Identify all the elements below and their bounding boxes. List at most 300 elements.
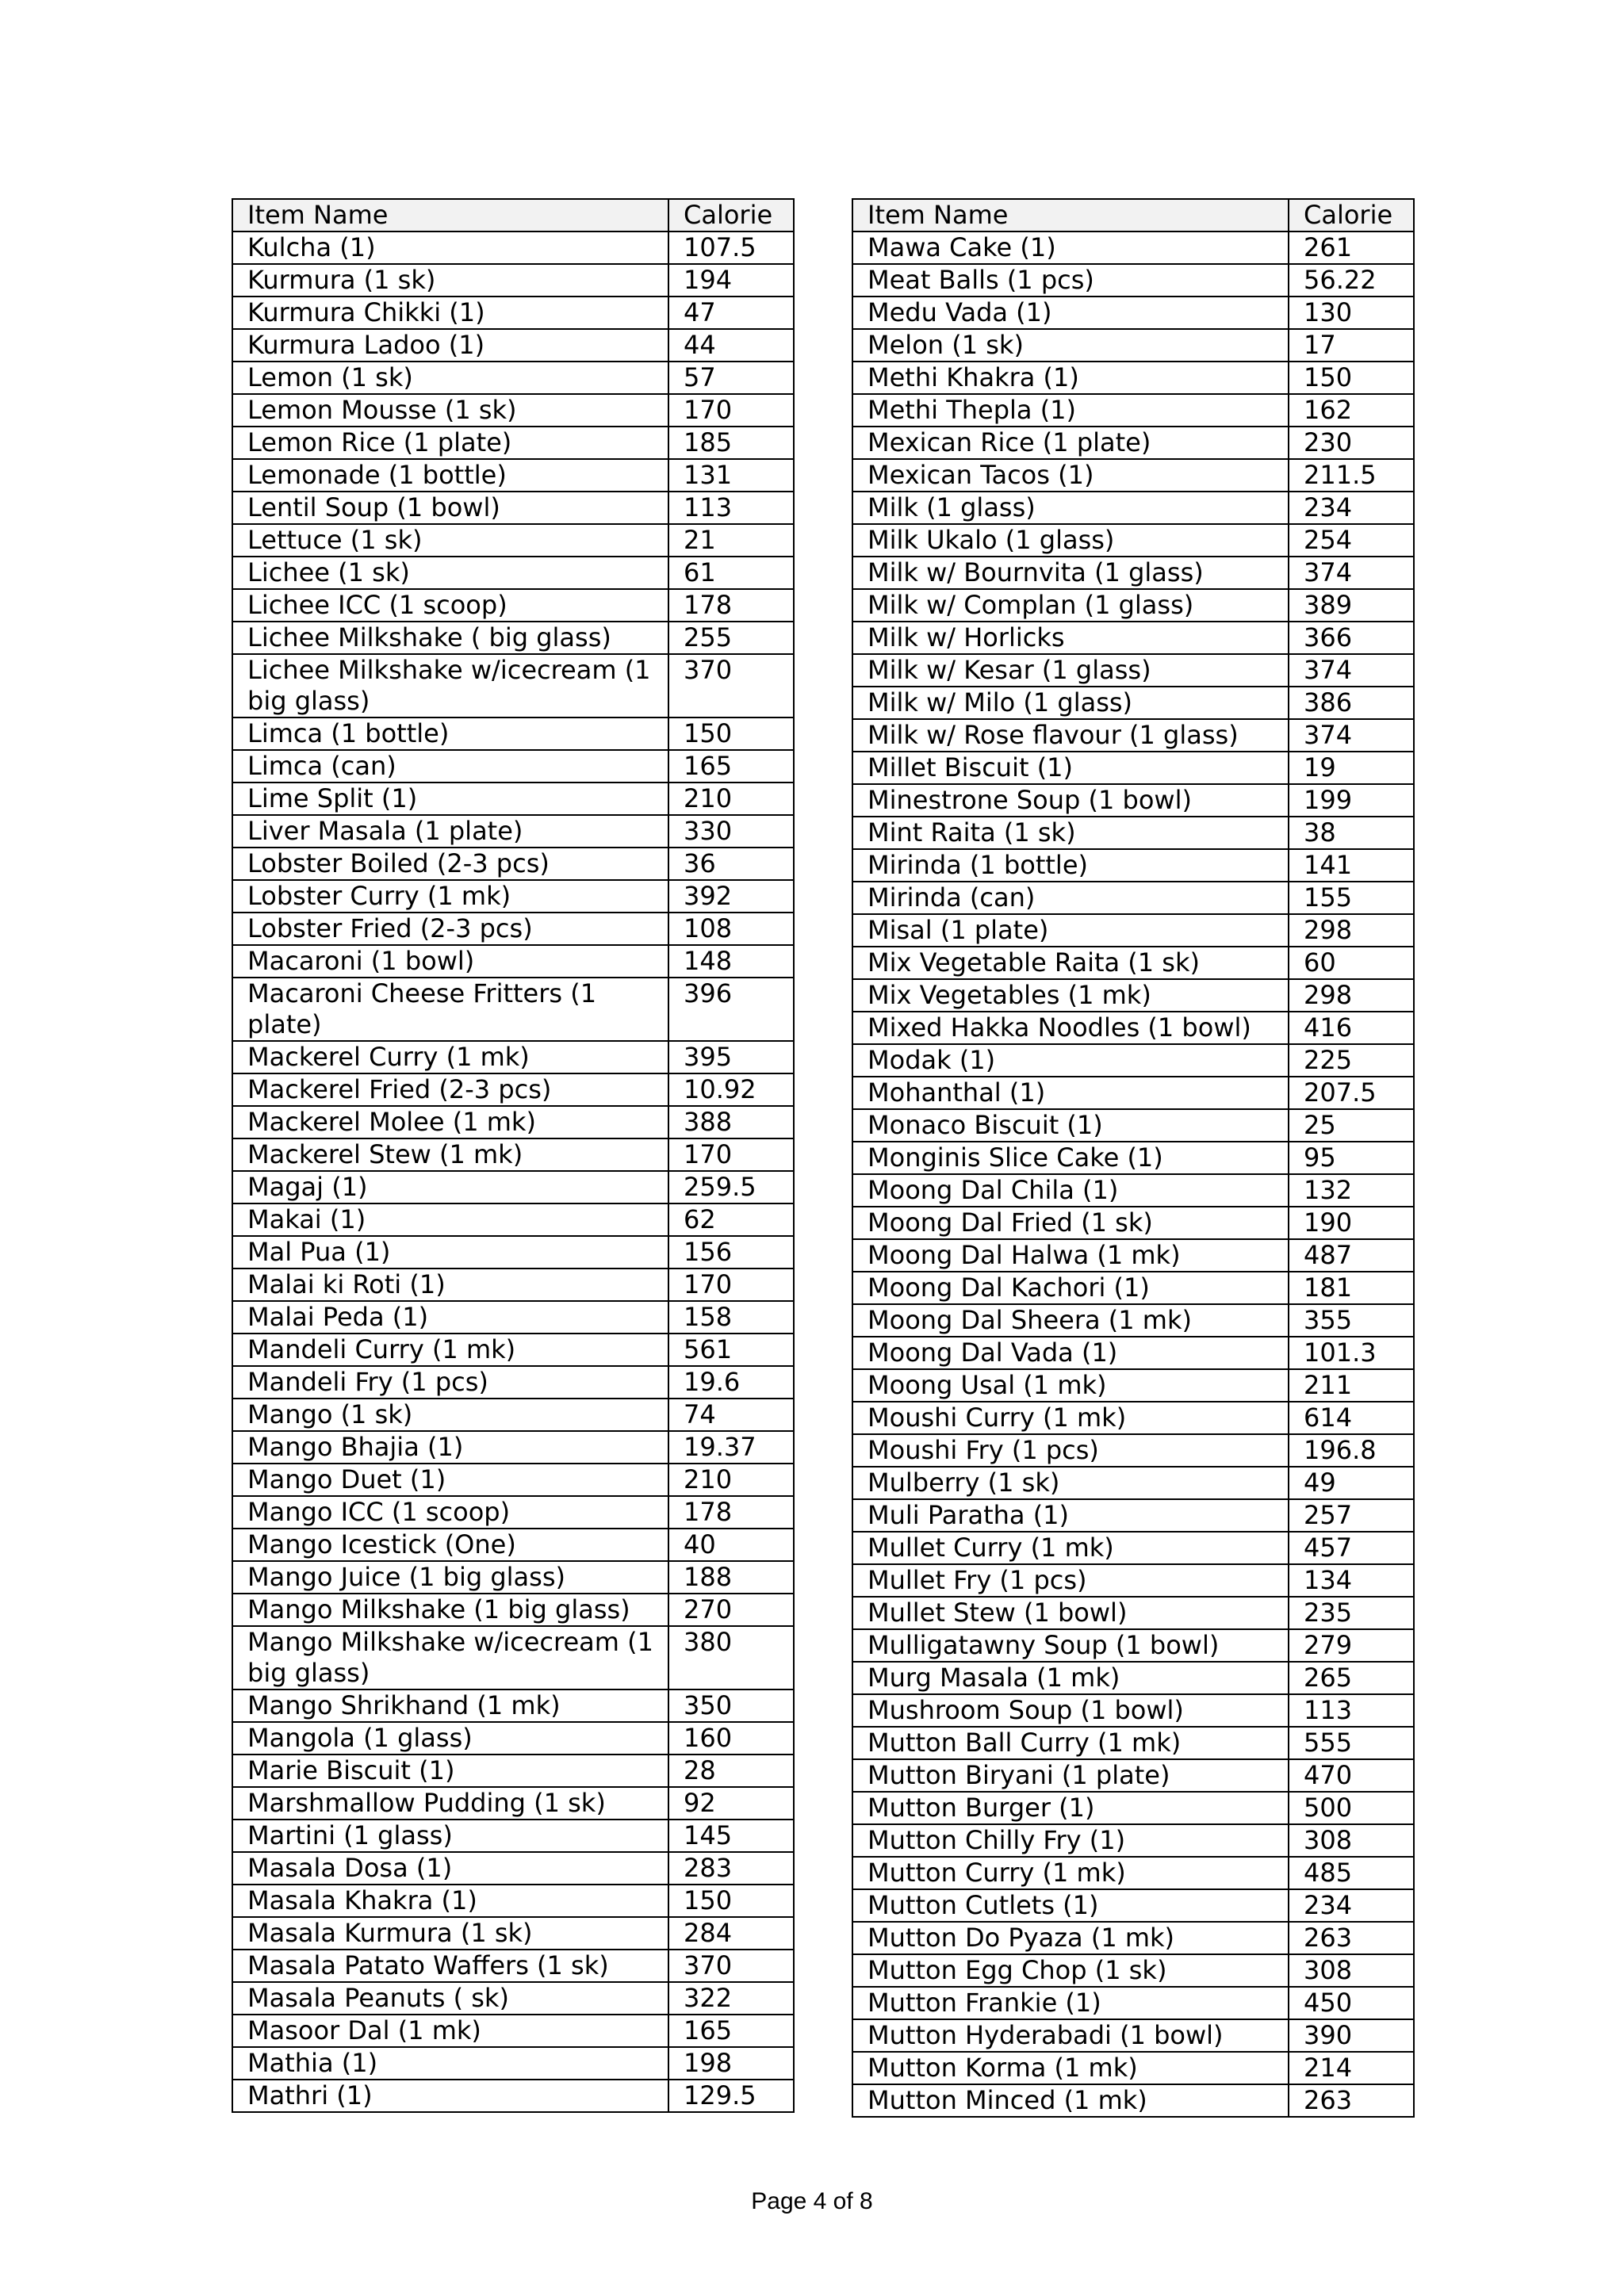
calorie-cell: 131 xyxy=(668,459,794,492)
table-row xyxy=(232,459,794,492)
item-name-cell: Medu Vada (1) xyxy=(852,297,1289,329)
calorie-cell: 485 xyxy=(1289,1857,1414,1889)
calorie-cell: 374 xyxy=(1289,557,1414,589)
calorie-cell: 113 xyxy=(668,492,794,524)
table-row xyxy=(852,1174,1414,1207)
calorie-cell: 330 xyxy=(668,815,794,848)
calorie-cell: 355 xyxy=(1289,1304,1414,1337)
table-row xyxy=(852,719,1414,752)
calorie-cell: 21 xyxy=(668,524,794,557)
item-name-cell: Martini (1 glass) xyxy=(232,1820,668,1852)
table-row xyxy=(232,1041,794,1073)
table-row xyxy=(232,329,794,362)
item-name-cell: Masala Patato Waffers (1 sk) xyxy=(232,1950,668,1982)
item-name-cell: Milk w/ Kesar (1 glass) xyxy=(852,654,1289,687)
item-name-cell: Masala Peanuts ( sk) xyxy=(232,1982,668,2015)
table-row xyxy=(852,1597,1414,1629)
calorie-table-left xyxy=(232,198,795,2113)
calorie-cell: 190 xyxy=(1289,1207,1414,1239)
item-name-cell: Milk w/ Rose flavour (1 glass) xyxy=(852,719,1289,752)
calorie-cell: 298 xyxy=(1289,914,1414,947)
table-row xyxy=(232,1106,794,1138)
table-row xyxy=(232,1171,794,1203)
calorie-cell: 457 xyxy=(1289,1532,1414,1564)
calorie-cell: 396 xyxy=(668,978,794,1041)
item-name-cell: Mango Bhajia (1) xyxy=(232,1431,668,1464)
table-row xyxy=(852,1759,1414,1792)
table-row xyxy=(232,750,794,783)
calorie-cell: 388 xyxy=(668,1106,794,1138)
calorie-cell: 145 xyxy=(668,1820,794,1852)
calorie-cell: 259.5 xyxy=(668,1171,794,1203)
calorie-cell: 141 xyxy=(1289,849,1414,882)
table-row xyxy=(852,1239,1414,1272)
calorie-cell: 44 xyxy=(668,329,794,362)
calorie-cell: 270 xyxy=(668,1594,794,1626)
calorie-cell: 28 xyxy=(668,1755,794,1787)
item-name-cell: Masoor Dal (1 mk) xyxy=(232,2015,668,2047)
calorie-cell: 350 xyxy=(668,1689,794,1722)
calorie-cell: 561 xyxy=(668,1334,794,1366)
table-row xyxy=(232,2080,794,2112)
item-name-cell: Mirinda (can) xyxy=(852,882,1289,914)
table-row xyxy=(232,589,794,622)
item-name-cell: Methi Khakra (1) xyxy=(852,362,1289,394)
table-body xyxy=(852,232,1414,2117)
calorie-cell: 207.5 xyxy=(1289,1077,1414,1109)
calorie-cell: 380 xyxy=(668,1626,794,1689)
item-name-cell: Moong Dal Vada (1) xyxy=(852,1337,1289,1369)
table-row xyxy=(232,1366,794,1399)
table-row xyxy=(852,362,1414,394)
item-name-cell: Millet Biscuit (1) xyxy=(852,752,1289,784)
calorie-cell: 150 xyxy=(1289,362,1414,394)
calorie-cell: 214 xyxy=(1289,2052,1414,2084)
table-row xyxy=(852,654,1414,687)
table-row xyxy=(852,1889,1414,1922)
item-name-cell: Mutton Ball Curry (1 mk) xyxy=(852,1727,1289,1759)
table-row xyxy=(852,1077,1414,1109)
table-row xyxy=(852,1922,1414,1954)
calorie-cell: 17 xyxy=(1289,329,1414,362)
table-row xyxy=(852,1857,1414,1889)
item-name-cell: Mutton Cutlets (1) xyxy=(852,1889,1289,1922)
item-name-cell: Mango Duet (1) xyxy=(232,1464,668,1496)
table-row xyxy=(852,589,1414,622)
table-header-row xyxy=(852,199,1414,232)
table-row xyxy=(852,1272,1414,1304)
table-row xyxy=(852,1402,1414,1434)
table-row xyxy=(232,1820,794,1852)
item-name-cell: Muli Paratha (1) xyxy=(852,1499,1289,1532)
item-name-cell: Moushi Curry (1 mk) xyxy=(852,1402,1289,1434)
item-name-cell: Mutton Hyderabadi (1 bowl) xyxy=(852,2019,1289,2052)
item-name-cell: Moong Dal Kachori (1) xyxy=(852,1272,1289,1304)
table-row xyxy=(852,459,1414,492)
table-row xyxy=(852,2084,1414,2117)
item-name-cell: Mexican Rice (1 plate) xyxy=(852,427,1289,459)
table-row xyxy=(232,1399,794,1431)
item-name-cell: Moong Usal (1 mk) xyxy=(852,1369,1289,1402)
table-row xyxy=(232,1561,794,1594)
table-row xyxy=(852,849,1414,882)
calorie-cell: 36 xyxy=(668,848,794,880)
table-row xyxy=(852,882,1414,914)
calorie-cell: 165 xyxy=(668,2015,794,2047)
item-name-cell: Masala Kurmura (1 sk) xyxy=(232,1917,668,1950)
calorie-cell: 279 xyxy=(1289,1629,1414,1662)
calorie-cell: 234 xyxy=(1289,1889,1414,1922)
item-name-cell: Macaroni Cheese Fritters (1 plate) xyxy=(232,978,668,1041)
calorie-cell: 19.6 xyxy=(668,1366,794,1399)
calorie-cell: 308 xyxy=(1289,1954,1414,1987)
calorie-cell: 61 xyxy=(668,557,794,589)
table-row xyxy=(852,329,1414,362)
item-name-cell: Mango (1 sk) xyxy=(232,1399,668,1431)
table-row xyxy=(232,654,794,718)
item-name-cell: Mawa Cake (1) xyxy=(852,232,1289,264)
calorie-cell: 185 xyxy=(668,427,794,459)
item-name-cell: Lichee ICC (1 scoop) xyxy=(232,589,668,622)
table-row xyxy=(852,524,1414,557)
item-name-cell: Mutton Biryani (1 plate) xyxy=(852,1759,1289,1792)
table-row xyxy=(232,1203,794,1236)
calorie-cell: 47 xyxy=(668,297,794,329)
item-name-cell: Marshmallow Pudding (1 sk) xyxy=(232,1787,668,1820)
page-number: Page 4 of 8 xyxy=(751,2188,873,2214)
table-row xyxy=(232,1138,794,1171)
table-row xyxy=(852,1824,1414,1857)
calorie-cell: 129.5 xyxy=(668,2080,794,2112)
table-row xyxy=(232,1982,794,2015)
table-row xyxy=(852,1694,1414,1727)
calorie-cell: 257 xyxy=(1289,1499,1414,1532)
calorie-cell: 130 xyxy=(1289,297,1414,329)
calorie-cell: 555 xyxy=(1289,1727,1414,1759)
calorie-cell: 181 xyxy=(1289,1272,1414,1304)
table-row xyxy=(852,1954,1414,1987)
calorie-cell: 170 xyxy=(668,1269,794,1301)
column-header-calorie: Calorie xyxy=(1289,199,1414,232)
item-name-cell: Liver Masala (1 plate) xyxy=(232,815,668,848)
item-name-cell: Mutton Minced (1 mk) xyxy=(852,2084,1289,2117)
table-row xyxy=(852,947,1414,979)
table-row xyxy=(852,394,1414,427)
table-row xyxy=(852,492,1414,524)
item-name-cell: Murg Masala (1 mk) xyxy=(852,1662,1289,1694)
calorie-cell: 211 xyxy=(1289,1369,1414,1402)
calorie-cell: 235 xyxy=(1289,1597,1414,1629)
table-row xyxy=(852,1109,1414,1142)
item-name-cell: Lemon Mousse (1 sk) xyxy=(232,394,668,427)
item-name-cell: Mulberry (1 sk) xyxy=(852,1467,1289,1499)
calorie-cell: 366 xyxy=(1289,622,1414,654)
calorie-cell: 225 xyxy=(1289,1044,1414,1077)
item-name-cell: Limca (1 bottle) xyxy=(232,718,668,750)
table-row xyxy=(852,1987,1414,2019)
calorie-cell: 158 xyxy=(668,1301,794,1334)
calorie-cell: 370 xyxy=(668,654,794,718)
item-name-cell: Mix Vegetable Raita (1 sk) xyxy=(852,947,1289,979)
item-name-cell: Mohanthal (1) xyxy=(852,1077,1289,1109)
calorie-cell: 374 xyxy=(1289,654,1414,687)
item-name-cell: Mathia (1) xyxy=(232,2047,668,2080)
calorie-cell: 395 xyxy=(668,1041,794,1073)
item-name-cell: Lichee Milkshake w/icecream (1 big glass) xyxy=(232,654,668,718)
item-name-cell: Lichee (1 sk) xyxy=(232,557,668,589)
calorie-cell: 38 xyxy=(1289,817,1414,849)
item-name-cell: Moong Dal Halwa (1 mk) xyxy=(852,1239,1289,1272)
item-name-cell: Mango Icestick (One) xyxy=(232,1529,668,1561)
calorie-cell: 19.37 xyxy=(668,1431,794,1464)
column-header-item-name: Item Name xyxy=(232,199,668,232)
table-row xyxy=(232,718,794,750)
table-header-row xyxy=(232,199,794,232)
item-name-cell: Milk w/ Bournvita (1 glass) xyxy=(852,557,1289,589)
table-row xyxy=(232,492,794,524)
table-row xyxy=(852,622,1414,654)
item-name-cell: Lichee Milkshake ( big glass) xyxy=(232,622,668,654)
item-name-cell: Malai ki Roti (1) xyxy=(232,1269,668,1301)
calorie-cell: 160 xyxy=(668,1722,794,1755)
table-row xyxy=(232,1755,794,1787)
table-row xyxy=(852,979,1414,1012)
item-name-cell: Lemon Rice (1 plate) xyxy=(232,427,668,459)
calorie-cell: 162 xyxy=(1289,394,1414,427)
item-name-cell: Kurmura Chikki (1) xyxy=(232,297,668,329)
table-row xyxy=(232,524,794,557)
item-name-cell: Mirinda (1 bottle) xyxy=(852,849,1289,882)
item-name-cell: Mutton Curry (1 mk) xyxy=(852,1857,1289,1889)
item-name-cell: Milk w/ Horlicks xyxy=(852,622,1289,654)
item-name-cell: Makai (1) xyxy=(232,1203,668,1236)
calorie-cell: 210 xyxy=(668,783,794,815)
table-row xyxy=(232,622,794,654)
calorie-cell: 284 xyxy=(668,1917,794,1950)
table-row xyxy=(852,557,1414,589)
table-row xyxy=(232,2015,794,2047)
table-row xyxy=(852,1467,1414,1499)
table-row xyxy=(232,1269,794,1301)
item-name-cell: Mullet Stew (1 bowl) xyxy=(852,1597,1289,1629)
calorie-cell: 134 xyxy=(1289,1564,1414,1597)
table-row xyxy=(852,1499,1414,1532)
item-name-cell: Mango Shrikhand (1 mk) xyxy=(232,1689,668,1722)
item-name-cell: Kurmura (1 sk) xyxy=(232,264,668,297)
table-row xyxy=(852,1434,1414,1467)
table-row xyxy=(232,297,794,329)
column-header-item-name: Item Name xyxy=(852,199,1289,232)
calorie-cell: 178 xyxy=(668,589,794,622)
calorie-cell: 390 xyxy=(1289,2019,1414,2052)
item-name-cell: Mackerel Fried (2-3 pcs) xyxy=(232,1073,668,1106)
item-name-cell: Magaj (1) xyxy=(232,1171,668,1203)
table-row xyxy=(232,1594,794,1626)
table-row xyxy=(852,1792,1414,1824)
column-header-calorie: Calorie xyxy=(668,199,794,232)
table-row xyxy=(852,427,1414,459)
item-name-cell: Lemon (1 sk) xyxy=(232,362,668,394)
item-name-cell: Lime Split (1) xyxy=(232,783,668,815)
table-row xyxy=(232,1464,794,1496)
table-row xyxy=(232,1236,794,1269)
calorie-cell: 148 xyxy=(668,945,794,978)
item-name-cell: Misal (1 plate) xyxy=(852,914,1289,947)
calorie-cell: 113 xyxy=(1289,1694,1414,1727)
table-row xyxy=(852,1304,1414,1337)
calorie-cell: 170 xyxy=(668,394,794,427)
calorie-cell: 165 xyxy=(668,750,794,783)
item-name-cell: Monginis Slice Cake (1) xyxy=(852,1142,1289,1174)
item-name-cell: Mangola (1 glass) xyxy=(232,1722,668,1755)
calorie-cell: 10.92 xyxy=(668,1073,794,1106)
item-name-cell: Mix Vegetables (1 mk) xyxy=(852,979,1289,1012)
table-row xyxy=(232,232,794,264)
item-name-cell: Marie Biscuit (1) xyxy=(232,1755,668,1787)
calorie-cell: 178 xyxy=(668,1496,794,1529)
table-row xyxy=(232,2047,794,2080)
table-row xyxy=(852,1142,1414,1174)
item-name-cell: Mulligatawny Soup (1 bowl) xyxy=(852,1629,1289,1662)
calorie-cell: 386 xyxy=(1289,687,1414,719)
item-name-cell: Mutton Do Pyaza (1 mk) xyxy=(852,1922,1289,1954)
table-row xyxy=(852,752,1414,784)
table-row xyxy=(232,1073,794,1106)
calorie-cell: 62 xyxy=(668,1203,794,1236)
item-name-cell: Milk w/ Complan (1 glass) xyxy=(852,589,1289,622)
table-row xyxy=(232,1950,794,1982)
item-name-cell: Mullet Curry (1 mk) xyxy=(852,1532,1289,1564)
table-row xyxy=(852,1369,1414,1402)
calorie-cell: 308 xyxy=(1289,1824,1414,1857)
item-name-cell: Mandeli Fry (1 pcs) xyxy=(232,1366,668,1399)
table-row xyxy=(232,880,794,913)
calorie-cell: 450 xyxy=(1289,1987,1414,2019)
item-name-cell: Mutton Chilly Fry (1) xyxy=(852,1824,1289,1857)
calorie-cell: 263 xyxy=(1289,1922,1414,1954)
calorie-cell: 40 xyxy=(668,1529,794,1561)
table-row xyxy=(232,1689,794,1722)
calorie-cell: 211.5 xyxy=(1289,459,1414,492)
item-name-cell: Minestrone Soup (1 bowl) xyxy=(852,784,1289,817)
table-row xyxy=(232,1885,794,1917)
calorie-cell: 132 xyxy=(1289,1174,1414,1207)
table-row xyxy=(232,1431,794,1464)
calorie-cell: 74 xyxy=(668,1399,794,1431)
item-name-cell: Methi Thepla (1) xyxy=(852,394,1289,427)
calorie-cell: 155 xyxy=(1289,882,1414,914)
calorie-cell: 19 xyxy=(1289,752,1414,784)
item-name-cell: Macaroni (1 bowl) xyxy=(232,945,668,978)
item-name-cell: Masala Dosa (1) xyxy=(232,1852,668,1885)
table-row xyxy=(852,1727,1414,1759)
calorie-cell: 261 xyxy=(1289,232,1414,264)
item-name-cell: Mackerel Curry (1 mk) xyxy=(232,1041,668,1073)
table-row xyxy=(232,783,794,815)
item-name-cell: Milk (1 glass) xyxy=(852,492,1289,524)
item-name-cell: Mal Pua (1) xyxy=(232,1236,668,1269)
calorie-cell: 283 xyxy=(668,1852,794,1885)
item-name-cell: Mutton Burger (1) xyxy=(852,1792,1289,1824)
calorie-cell: 210 xyxy=(668,1464,794,1496)
item-name-cell: Lobster Fried (2-3 pcs) xyxy=(232,913,668,945)
table-row xyxy=(232,1787,794,1820)
calorie-cell: 92 xyxy=(668,1787,794,1820)
item-name-cell: Masala Khakra (1) xyxy=(232,1885,668,1917)
item-name-cell: Malai Peda (1) xyxy=(232,1301,668,1334)
calorie-cell: 170 xyxy=(668,1138,794,1171)
table-row xyxy=(232,1722,794,1755)
calorie-cell: 230 xyxy=(1289,427,1414,459)
item-name-cell: Lobster Curry (1 mk) xyxy=(232,880,668,913)
calorie-cell: 389 xyxy=(1289,589,1414,622)
table-row xyxy=(852,232,1414,264)
item-name-cell: Mutton Frankie (1) xyxy=(852,1987,1289,2019)
calorie-cell: 156 xyxy=(668,1236,794,1269)
calorie-cell: 234 xyxy=(1289,492,1414,524)
item-name-cell: Mixed Hakka Noodles (1 bowl) xyxy=(852,1012,1289,1044)
table-row xyxy=(232,1334,794,1366)
calorie-cell: 255 xyxy=(668,622,794,654)
table-row xyxy=(232,362,794,394)
item-name-cell: Melon (1 sk) xyxy=(852,329,1289,362)
calorie-cell: 108 xyxy=(668,913,794,945)
item-name-cell: Moong Dal Chila (1) xyxy=(852,1174,1289,1207)
table-row xyxy=(232,978,794,1041)
calorie-cell: 265 xyxy=(1289,1662,1414,1694)
item-name-cell: Mushroom Soup (1 bowl) xyxy=(852,1694,1289,1727)
table-row xyxy=(232,848,794,880)
table-row xyxy=(852,1044,1414,1077)
item-name-cell: Monaco Biscuit (1) xyxy=(852,1109,1289,1142)
table-row xyxy=(852,1012,1414,1044)
table-body xyxy=(232,232,794,2112)
calorie-cell: 254 xyxy=(1289,524,1414,557)
table-row xyxy=(232,1852,794,1885)
table-row xyxy=(232,1529,794,1561)
table-row xyxy=(232,557,794,589)
table-row xyxy=(852,1629,1414,1662)
table-row xyxy=(232,913,794,945)
calorie-cell: 298 xyxy=(1289,979,1414,1012)
item-name-cell: Mint Raita (1 sk) xyxy=(852,817,1289,849)
table-row xyxy=(232,1917,794,1950)
item-name-cell: Mango Milkshake (1 big glass) xyxy=(232,1594,668,1626)
table-row xyxy=(852,2052,1414,2084)
item-name-cell: Kulcha (1) xyxy=(232,232,668,264)
calorie-cell: 199 xyxy=(1289,784,1414,817)
calorie-cell: 95 xyxy=(1289,1142,1414,1174)
item-name-cell: Limca (can) xyxy=(232,750,668,783)
item-name-cell: Mathri (1) xyxy=(232,2080,668,2112)
calorie-cell: 194 xyxy=(668,264,794,297)
item-name-cell: Lettuce (1 sk) xyxy=(232,524,668,557)
item-name-cell: Mango Juice (1 big glass) xyxy=(232,1561,668,1594)
item-name-cell: Mexican Tacos (1) xyxy=(852,459,1289,492)
item-name-cell: Milk Ukalo (1 glass) xyxy=(852,524,1289,557)
calorie-table-right xyxy=(852,198,1415,2118)
calorie-cell: 25 xyxy=(1289,1109,1414,1142)
table-row xyxy=(232,945,794,978)
calorie-cell: 487 xyxy=(1289,1239,1414,1272)
item-name-cell: Moong Dal Fried (1 sk) xyxy=(852,1207,1289,1239)
table-row xyxy=(232,1496,794,1529)
item-name-cell: Mutton Egg Chop (1 sk) xyxy=(852,1954,1289,1987)
table-row xyxy=(232,1626,794,1689)
calorie-cell: 470 xyxy=(1289,1759,1414,1792)
calorie-cell: 322 xyxy=(668,1982,794,2015)
calorie-cell: 196.8 xyxy=(1289,1434,1414,1467)
